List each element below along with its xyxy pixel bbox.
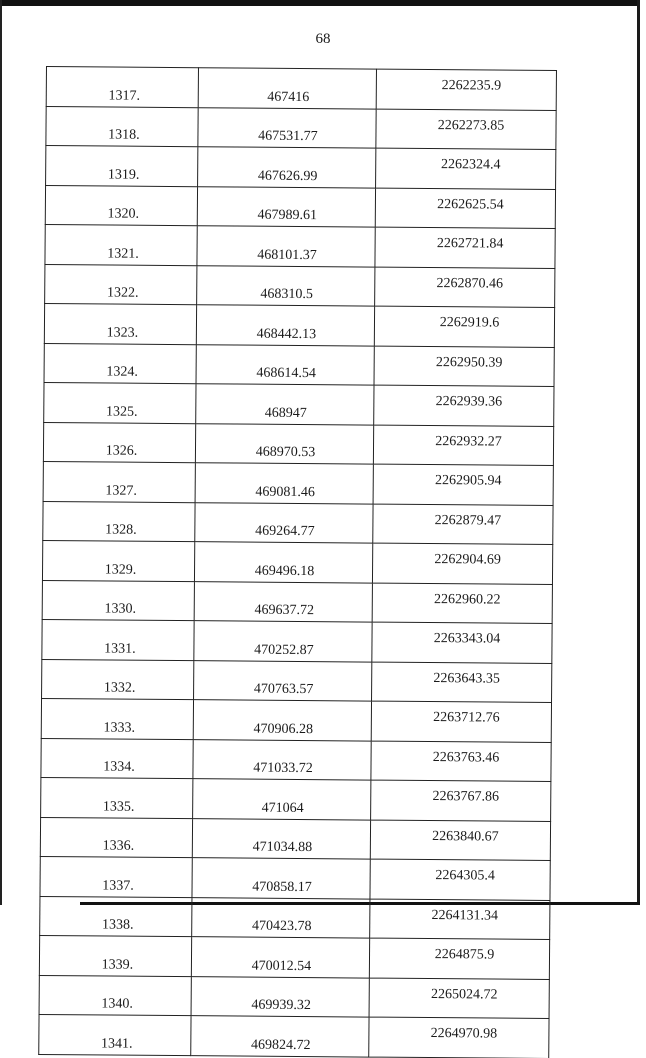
y-coordinate-cell: 2262932.27 [373,425,553,466]
x-coordinate-cell: 469496.18 [194,542,372,583]
y-coordinate-cell: 2264131.34 [370,899,550,940]
table-row [40,896,550,940]
table-row [41,777,551,821]
point-number-cell: 1332. [42,659,194,700]
y-coordinate-cell: 2263767.86 [371,780,551,821]
point-number-cell: 1333. [41,698,193,739]
x-coordinate-cell: 469081.46 [195,463,373,504]
page-number: 68 [315,31,331,47]
table-row [40,856,550,900]
point-number-cell: 1330. [42,580,194,621]
point-number-cell: 1325. [44,382,196,423]
x-coordinate-cell: 470012.54 [191,937,369,978]
y-coordinate-cell: 2263840.67 [370,820,550,861]
y-coordinate-cell: 2262950.39 [374,346,554,387]
table-row [40,817,550,861]
point-number-cell: 1322. [45,264,197,305]
scan-border-right [637,0,640,905]
x-coordinate-cell: 468101.37 [197,226,375,267]
point-number-cell: 1331. [42,619,194,660]
x-coordinate-cell: 470763.57 [194,660,372,701]
table-row [46,67,556,111]
x-coordinate-cell: 467989.61 [197,186,375,227]
x-coordinate-cell: 468442.13 [196,305,374,346]
scan-border-top [0,0,640,6]
x-coordinate-cell: 467531.77 [198,107,376,148]
x-coordinate-cell: 468947 [196,384,374,425]
x-coordinate-cell: 470906.28 [193,700,371,741]
table-row [41,738,551,782]
coordinates-table-container [40,66,556,1053]
y-coordinate-cell: 2262905.94 [373,464,553,505]
point-number-cell: 1337. [40,856,192,897]
table-row [43,422,553,466]
point-number-cell: 1320. [45,185,197,226]
table-row [43,461,553,505]
table-row [45,264,555,308]
point-number-cell: 1323. [44,303,196,344]
x-coordinate-cell: 469939.32 [191,976,369,1017]
table-row [42,659,552,703]
point-number-cell: 1334. [41,738,193,779]
point-number-cell: 1319. [46,146,198,187]
x-coordinate-cell: 471064 [193,779,371,820]
x-coordinate-cell: 468970.53 [195,423,373,464]
x-coordinate-cell: 469824.72 [191,1016,369,1057]
y-coordinate-cell: 2262324.4 [376,148,556,189]
x-coordinate-cell: 471033.72 [193,739,371,780]
y-coordinate-cell: 2262273.85 [376,109,556,150]
y-coordinate-cell: 2265024.72 [369,978,549,1019]
x-coordinate-cell: 470858.17 [192,858,370,899]
table-row [41,698,551,742]
point-number-cell: 1318. [46,106,198,147]
point-number-cell: 1340. [39,975,191,1016]
y-coordinate-cell: 2262625.54 [375,188,555,229]
table-row [39,1014,549,1058]
point-number-cell: 1329. [42,540,194,581]
point-number-cell: 1327. [43,461,195,502]
coordinates-table [38,66,557,1058]
table-row [46,106,556,150]
point-number-cell: 1321. [45,224,197,265]
x-coordinate-cell: 468310.5 [197,265,375,306]
point-number-cell: 1338. [40,896,192,937]
table-row [44,343,554,387]
point-number-cell: 1339. [39,935,191,976]
scan-border-left [0,0,2,905]
table-row [43,501,553,545]
table-row [45,185,555,229]
y-coordinate-cell: 2262879.47 [373,504,553,545]
y-coordinate-cell: 2263343.04 [372,622,552,663]
table-row [42,580,552,624]
table-row [44,303,554,347]
x-coordinate-cell: 471034.88 [192,818,370,859]
table-row [39,935,549,979]
table-row [42,540,552,584]
point-number-cell: 1335. [41,777,193,818]
x-coordinate-cell: 470252.87 [194,621,372,662]
table-row [45,224,555,268]
y-coordinate-cell: 2264875.9 [369,938,549,979]
point-number-cell: 1336. [40,817,192,858]
y-coordinate-cell: 2264305.4 [370,859,550,900]
table-row [39,975,549,1019]
x-coordinate-cell: 467626.99 [198,147,376,188]
y-coordinate-cell: 2262721.84 [375,227,555,268]
table-row [42,619,552,663]
x-coordinate-cell: 468614.54 [196,344,374,385]
y-coordinate-cell: 2264970.98 [369,1017,549,1058]
x-coordinate-cell: 469264.77 [195,502,373,543]
point-number-cell: 1328. [43,501,195,542]
point-number-cell: 1326. [43,422,195,463]
x-coordinate-cell: 469637.72 [194,581,372,622]
x-coordinate-cell: 470423.78 [192,897,370,938]
table-row [44,382,554,426]
y-coordinate-cell: 2263763.46 [371,741,551,782]
y-coordinate-cell: 2262870.46 [375,267,555,308]
coordinates-table-body [39,67,557,1058]
y-coordinate-cell: 2262919.6 [374,306,554,347]
point-number-cell: 1324. [44,343,196,384]
point-number-cell: 1317. [46,67,198,108]
y-coordinate-cell: 2263643.35 [372,662,552,703]
y-coordinate-cell: 2262939.36 [374,385,554,426]
y-coordinate-cell: 2262904.69 [372,543,552,584]
x-coordinate-cell: 467416 [198,68,376,109]
y-coordinate-cell: 2262235.9 [376,69,556,110]
point-number-cell: 1341. [39,1014,191,1055]
table-row [46,146,556,190]
y-coordinate-cell: 2263712.76 [371,701,551,742]
y-coordinate-cell: 2262960.22 [372,583,552,624]
